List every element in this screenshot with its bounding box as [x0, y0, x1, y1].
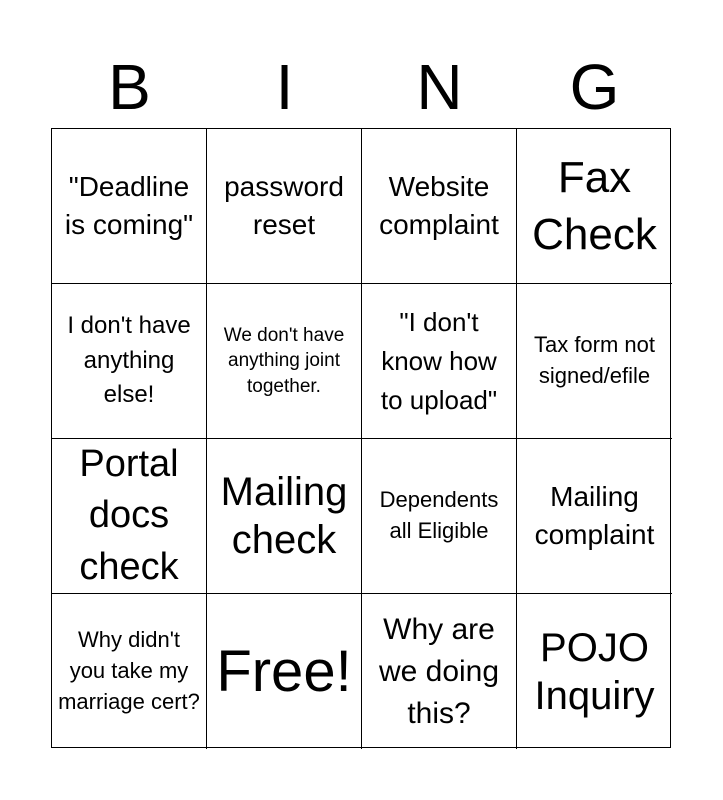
bingo-cell-r1c4[interactable]	[517, 129, 672, 284]
bingo-cell-r1c1[interactable]	[52, 129, 207, 284]
bingo-cell-r4c4[interactable]	[517, 594, 672, 749]
header-letter-g: G	[569, 51, 620, 123]
cell-label: Mailing check	[220, 470, 348, 562]
free-space-label: Free!	[216, 638, 352, 704]
cell-label: POJO Inquiry	[534, 625, 655, 718]
bingo-cell-r2c2[interactable]	[207, 284, 362, 439]
bingo-cell-r2c1[interactable]	[52, 284, 207, 439]
cell-label: Why didn't you take my marriage cert?	[58, 627, 200, 714]
bingo-cell-r4c3[interactable]	[362, 594, 517, 749]
bingo-cell-r1c2[interactable]	[207, 129, 362, 284]
bingo-cell-r3c2[interactable]	[207, 439, 362, 594]
bingo-cell-r3c1[interactable]	[52, 439, 207, 594]
cell-label: Dependents all Eligible	[379, 487, 499, 543]
bingo-cell-r4c1[interactable]	[52, 594, 207, 749]
bingo-cell-r1c3[interactable]	[362, 129, 517, 284]
cell-label: Why are we doing this?	[378, 612, 500, 730]
cell-label: Mailing complaint	[534, 481, 655, 550]
bingo-board	[51, 128, 671, 748]
cell-label: "I don't know how to upload"	[380, 306, 498, 415]
header-letter-i: I	[275, 51, 294, 123]
cell-label: Website complaint	[379, 171, 499, 240]
bingo-header	[52, 52, 672, 122]
bingo-cell-r3c3[interactable]	[362, 439, 517, 594]
cell-label: Fax Check	[532, 152, 657, 259]
bingo-cell-r2c4[interactable]	[517, 284, 672, 439]
cell-label: "Deadline is coming"	[64, 171, 194, 240]
cell-label: Tax form not signed/efile	[533, 332, 656, 388]
cell-label: Portal docs check	[79, 443, 179, 588]
cell-label: We don't have anything joint together.	[223, 324, 345, 397]
bingo-cell-r4c2[interactable]	[207, 594, 362, 749]
cell-label: password reset	[224, 171, 344, 240]
header-letter-n: N	[416, 51, 463, 123]
header-letter-b: B	[108, 51, 151, 123]
bingo-cell-r2c3[interactable]	[362, 284, 517, 439]
cell-label: I don't have anything else!	[67, 311, 191, 409]
bingo-cell-r3c4[interactable]	[517, 439, 672, 594]
